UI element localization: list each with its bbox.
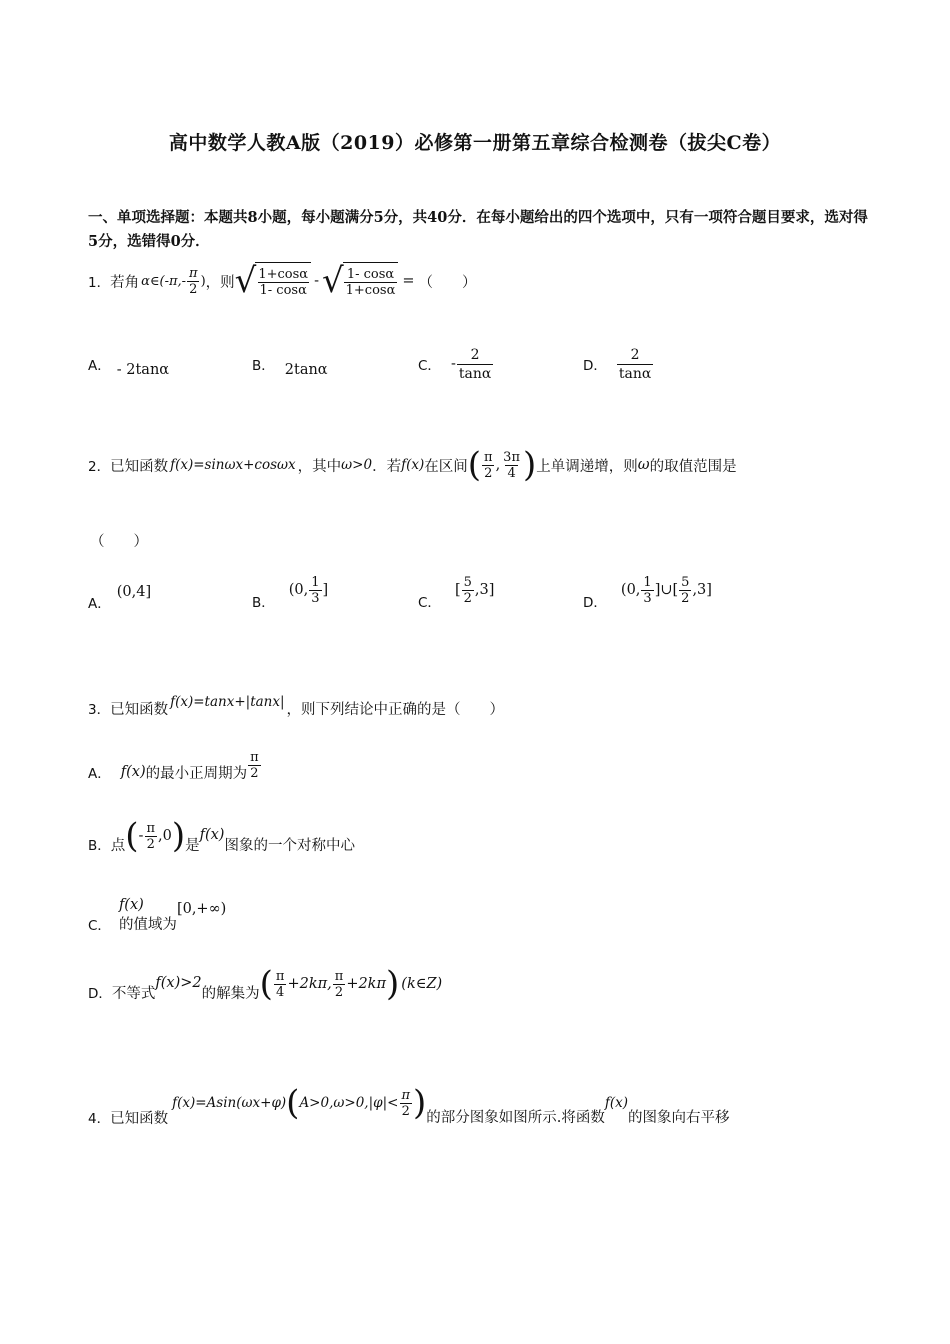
- question-2: 2． 已知函数 f(x)=sinωx+cosωx ，其中 ω>0 ．若 f(x) 在区间 ( $\frac{\pi}{2}$ , $\frac{3\pi}{4}$ ) 上单调递增，则 ω 的取值范围是: [88, 445, 737, 485]
- question-text: 在区间: [424, 458, 468, 475]
- question-text: 若角: [110, 274, 140, 291]
- option-text: - 2tanα: [116, 362, 170, 378]
- question-number: 4．: [88, 1111, 111, 1127]
- option-text: (0,: [620, 582, 641, 598]
- question-text: ．若: [372, 458, 402, 475]
- option-label: B．: [252, 595, 275, 611]
- option-2d: [583, 566, 712, 614]
- answer-blank: （ ）: [90, 534, 148, 550]
- math-expression: f(x)=sinωx+cosωx: [170, 457, 296, 473]
- question-text: ，则: [205, 274, 235, 291]
- sqrt-expression: √ $\frac{1+\cos\alpha}{1- \cos\alpha}$: [235, 262, 311, 300]
- option-label: C．: [418, 358, 441, 374]
- question-text: 的取值范围是: [649, 458, 737, 475]
- math-fraction: $\frac{5}{2}$: [463, 574, 472, 606]
- option-1d: [583, 344, 654, 384]
- question-4: [88, 1080, 730, 1126]
- math-expression: f(x): [401, 457, 425, 473]
- math-fraction: $\frac{1}{3}$: [311, 574, 320, 606]
- option-text: ]∪[: [654, 582, 679, 598]
- option-text: 的最小正周期为: [145, 765, 248, 782]
- option-1c: [418, 344, 494, 384]
- option-label: B．: [88, 838, 111, 854]
- math-fraction: $\frac{\pi}{2}$: [334, 968, 344, 1000]
- math-expression: +2kπ,: [287, 976, 332, 992]
- question-3: [88, 690, 504, 726]
- option-label: B．: [252, 358, 275, 374]
- math-expression: ω: [637, 457, 650, 473]
- sqrt-expression: √ $\frac{1- \cos\alpha}{1+\cos\alpha}$: [322, 262, 398, 300]
- question-number: 1．: [88, 275, 111, 291]
- question-number: 3．: [88, 702, 111, 718]
- math-fraction: $\frac{2}{\tan\alpha}$: [618, 346, 652, 382]
- option-3b: [88, 812, 355, 860]
- math-fraction: $\frac{\pi}{4}$: [275, 968, 285, 1000]
- option-3c: [88, 894, 226, 936]
- math-expression: f(x): [604, 1095, 629, 1111]
- option-text: 图象的一个对称中心: [224, 837, 355, 854]
- option-label: D．: [583, 595, 607, 611]
- math-expression: f(x): [120, 764, 146, 780]
- question-text: 已知函数: [110, 1110, 169, 1127]
- option-1a: [88, 344, 169, 384]
- page-title: 高中数学人教A版（2019）必修第一册第五章综合检测卷（拔尖C卷）: [168, 132, 782, 154]
- math-expression: +2kπ: [346, 976, 387, 992]
- question-number: 2．: [88, 459, 111, 475]
- math-paren: ): [523, 445, 537, 485]
- math-paren: (: [286, 1083, 300, 1123]
- math-paren: (: [467, 445, 482, 485]
- math-operator: -: [138, 828, 144, 844]
- math-expression: f(x)=tanx+|tanx|: [170, 694, 285, 710]
- option-3d: [88, 960, 442, 1008]
- question-text: ，其中: [297, 458, 342, 475]
- option-text: ,0: [157, 828, 172, 844]
- option-label: D．: [583, 358, 607, 374]
- math-paren: ): [200, 273, 206, 289]
- section-heading: 一、单项选择题：本题共8小题，每小题满分5分，共40分．在每小题给出的四个选项中，只有一项符合题目要求，选对得5分，选错得0分．: [88, 209, 868, 250]
- option-text: 不等式: [111, 985, 156, 1002]
- question-1: [88, 256, 477, 306]
- option-label: A．: [88, 766, 111, 782]
- option-text: ,3]: [692, 582, 712, 598]
- math-operator: =: [402, 273, 415, 289]
- math-expression: f(x): [199, 827, 225, 843]
- math-paren: (: [125, 816, 139, 856]
- option-label: C．: [88, 918, 111, 934]
- math-expression: f(x): [118, 896, 144, 913]
- math-operator: -: [450, 356, 456, 372]
- option-2b: [252, 566, 328, 614]
- math-paren: ): [386, 964, 400, 1004]
- question-text: ，则下列结论中正确的是（ ）: [286, 701, 505, 718]
- question-text: 的部分图象如图所示.将函数: [426, 1109, 605, 1126]
- math-expression: (k∈Z): [401, 976, 443, 992]
- option-text: 的解集为: [201, 985, 260, 1002]
- math-fraction: $\frac{3\pi}{4}$: [503, 449, 520, 481]
- math-fraction: $\frac{5}{2}$: [681, 574, 690, 606]
- option-label: A．: [88, 596, 111, 612]
- option-text: (0,: [288, 582, 309, 598]
- math-paren: ): [171, 816, 186, 856]
- math-fraction: $\frac{\pi}{2}$: [189, 265, 198, 297]
- math-expression: f(x)>2: [155, 975, 202, 991]
- math-paren: ): [413, 1083, 427, 1123]
- math-paren: (: [259, 964, 273, 1004]
- math-expression: α∈(-π,-: [141, 273, 187, 289]
- math-operator: -: [314, 273, 319, 289]
- question-text: 已知函数: [110, 701, 169, 718]
- option-text: 2tanα: [284, 362, 328, 378]
- math-fraction: $\frac{1}{3}$: [643, 574, 652, 606]
- answer-blank: （ ）: [418, 274, 477, 291]
- option-text: 点: [110, 837, 126, 854]
- math-expression: ω>0: [341, 457, 373, 473]
- math-fraction: $\frac{\pi}{2}$: [401, 1087, 410, 1119]
- option-text: ]: [322, 582, 329, 598]
- option-text: 的值域为: [118, 916, 177, 933]
- math-fraction: $\frac{2}{\tan\alpha}$: [458, 346, 492, 382]
- math-fraction: $\frac{\pi}{2}$: [146, 820, 155, 852]
- math-fraction: $\frac{\pi}{2}$: [484, 449, 493, 481]
- math-expression: [0,+∞): [176, 901, 227, 917]
- math-fraction: $\frac{\pi}{2}$: [250, 749, 259, 781]
- question-text: 已知函数: [110, 458, 169, 475]
- option-text: 是: [185, 837, 200, 854]
- question-text: 上单调递增，则: [536, 458, 638, 475]
- option-text: ,3]: [474, 582, 495, 598]
- math-expression: A>0,ω>0,|φ|<: [299, 1095, 399, 1111]
- option-2c: [418, 566, 494, 614]
- option-text: (0,4]: [116, 584, 152, 600]
- option-text: [: [454, 582, 461, 598]
- option-label: D．: [88, 986, 112, 1002]
- question-text: 的图象向右平移: [628, 1109, 730, 1126]
- math-expression: f(x)=Asin(ωx+φ): [172, 1095, 287, 1111]
- option-label: A．: [88, 358, 111, 374]
- option-1b: [252, 344, 328, 384]
- option-3a: [88, 749, 262, 792]
- option-label: C．: [418, 595, 441, 611]
- option-2a: [88, 572, 151, 616]
